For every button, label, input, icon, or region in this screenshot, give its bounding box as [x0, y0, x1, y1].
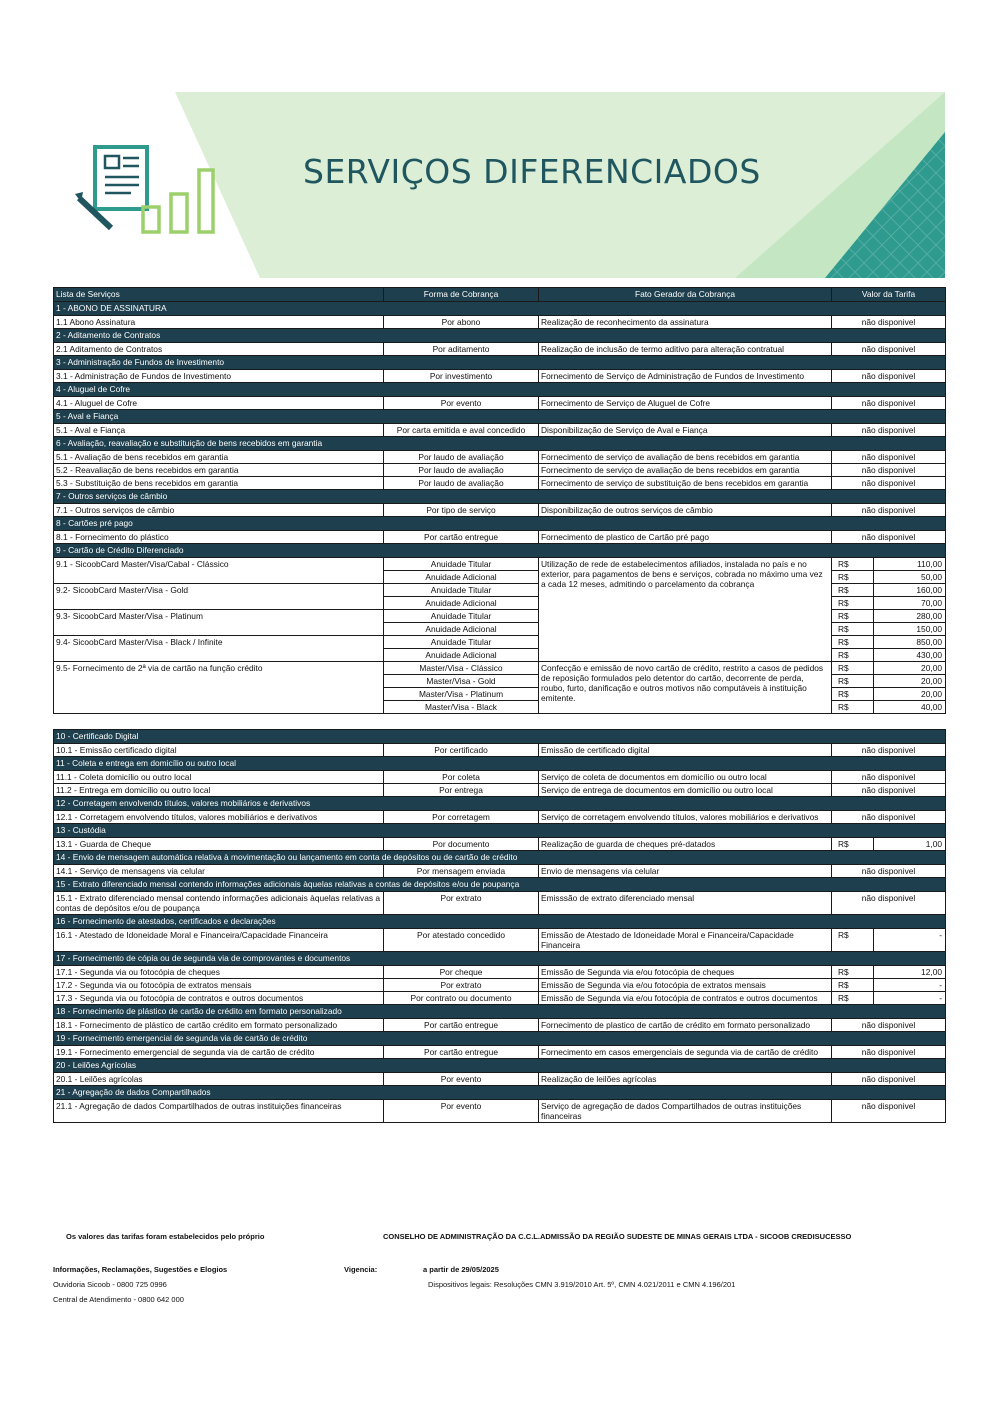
tariff-value: não disponivel — [832, 531, 946, 544]
currency: R$ — [832, 558, 874, 571]
charge-form: Por laudo de avaliação — [384, 477, 539, 490]
table-spacer — [54, 714, 946, 730]
service-name: 14.1 - Serviço de mensagens via celular — [54, 865, 384, 878]
service-name: 7.1 - Outros serviços de câmbio — [54, 504, 384, 517]
service-name: 17.1 - Segunda via ou fotocópia de cheques — [54, 966, 384, 979]
table-row — [54, 558, 946, 571]
charge-fact: Emissão de Atestado de Idoneidade Moral e Financeira/Capacidade Financeira — [539, 929, 832, 952]
charge-form: Por extrato — [384, 979, 539, 992]
section-row — [54, 730, 946, 744]
currency: R$ — [832, 649, 874, 662]
section-title: 1 - ABONO DE ASSINATURA — [54, 302, 946, 316]
charge-form: Por evento — [384, 1073, 539, 1086]
tariff-value: não disponivel — [832, 397, 946, 410]
table-row — [54, 784, 946, 797]
service-name: 9.4- SicoobCard Master/Visa - Black / Infinite — [54, 636, 384, 662]
tariff-value: 40,00 — [874, 701, 946, 714]
tariff-value: não disponivel — [832, 424, 946, 437]
charge-fact: Fornecimento de serviço de avaliação de bens recebidos em garantia — [539, 451, 832, 464]
charge-form: Por atestado concedido — [384, 929, 539, 952]
service-name: 12.1 - Corretagem envolvendo títulos, valores mobiliários e derivativos — [54, 811, 384, 824]
service-name: 5.1 - Aval e Fiança — [54, 424, 384, 437]
charge-fact: Realização de reconhecimento da assinatura — [539, 316, 832, 329]
charge-fact: Emissão de Segunda via e/ou fotocópia de cheques — [539, 966, 832, 979]
tariff-value: não disponivel — [832, 464, 946, 477]
service-name: 11.2 - Entrega em domicílio ou outro local — [54, 784, 384, 797]
charge-form: Anuidade Adicional — [384, 597, 539, 610]
section-row — [54, 490, 946, 504]
charge-form: Por cartão entregue — [384, 531, 539, 544]
section-title: 15 - Extrato diferenciado mensal contendo informações adicionais àquelas relativas a contas de depósitos e/ou de poupança — [54, 878, 946, 892]
table-row — [54, 744, 946, 757]
tariff-value: 110,00 — [874, 558, 946, 571]
table-row — [54, 1046, 946, 1059]
section-row — [54, 851, 946, 865]
service-name: 8.1 - Fornecimento do plástico — [54, 531, 384, 544]
currency: R$ — [832, 571, 874, 584]
charge-form: Por investimento — [384, 370, 539, 383]
charge-fact: Utilização de rede de estabelecimentos afiliados, instalada no país e no exterior, para pagamentos de bens e serviços, cobrada no máximo uma vez a cada 12 meses, admitindo o parcelamento da cobrança — [539, 558, 832, 662]
tariff-value: 280,00 — [874, 610, 946, 623]
section-title: 19 - Fornecimento emergencial de segunda via de cartão de crédito — [54, 1032, 946, 1046]
currency: R$ — [832, 662, 874, 675]
currency: R$ — [832, 929, 874, 952]
currency: R$ — [832, 610, 874, 623]
charge-form: Anuidade Titular — [384, 558, 539, 571]
charge-form: Por mensagem enviada — [384, 865, 539, 878]
currency: R$ — [832, 688, 874, 701]
column-header: Lista de Serviços — [54, 288, 384, 302]
section-row — [54, 356, 946, 370]
tariff-value: 12,00 — [874, 966, 946, 979]
charge-form: Por cheque — [384, 966, 539, 979]
footer-central: Central de Atendimento - 0800 642 000 — [53, 1295, 184, 1304]
tariff-value: não disponivel — [832, 504, 946, 517]
tariff-value: - — [874, 929, 946, 952]
tariff-value: 430,00 — [874, 649, 946, 662]
charge-fact: Fornecimento de serviço de avaliação de bens recebidos em garantia — [539, 464, 832, 477]
charge-form: Por aditamento — [384, 343, 539, 356]
charge-form: Anuidade Titular — [384, 636, 539, 649]
section-title: 12 - Corretagem envolvendo títulos, valores mobiliários e derivativos — [54, 797, 946, 811]
section-title: 20 - Leilões Agrícolas — [54, 1059, 946, 1073]
section-row — [54, 302, 946, 316]
service-name: 20.1 - Leilões agrícolas — [54, 1073, 384, 1086]
charge-fact: Serviço de coleta de documentos em domicílio ou outro local — [539, 771, 832, 784]
tariff-value: não disponivel — [832, 1073, 946, 1086]
table-row — [54, 838, 946, 851]
currency: R$ — [832, 992, 874, 1005]
footer-vigencia-value: a partir de 29/05/2025 — [423, 1265, 499, 1274]
section-row — [54, 1005, 946, 1019]
service-name: 9.2- SicoobCard Master/Visa - Gold — [54, 584, 384, 610]
currency: R$ — [832, 838, 874, 851]
footer-info-title: Informações, Reclamações, Sugestões e Elogios — [53, 1265, 228, 1274]
service-name: 16.1 - Atestado de Idoneidade Moral e Financeira/Capacidade Financeira — [54, 929, 384, 952]
section-title: 2 - Aditamento de Contratos — [54, 329, 946, 343]
section-row — [54, 437, 946, 451]
service-name: 9.3- SicoobCard Master/Visa - Platinum — [54, 610, 384, 636]
column-header: Forma de Cobrança — [384, 288, 539, 302]
section-title: 3 - Administração de Fundos de Investimento — [54, 356, 946, 370]
section-title: 18 - Fornecimento de plástico de cartão de crédito em formato personalizado — [54, 1005, 946, 1019]
section-row — [54, 1032, 946, 1046]
table-row — [54, 316, 946, 329]
table-row — [54, 531, 946, 544]
tariff-value: não disponivel — [832, 865, 946, 878]
section-title: 6 - Avaliação, reavaliação e substituição de bens recebidos em garantia — [54, 437, 946, 451]
charge-fact: Realização de inclusão de termo aditivo para alteração contratual — [539, 343, 832, 356]
tariff-value: 160,00 — [874, 584, 946, 597]
section-row — [54, 410, 946, 424]
tariff-value: 50,00 — [874, 571, 946, 584]
currency: R$ — [832, 966, 874, 979]
service-name: 4.1 - Aluguel de Cofre — [54, 397, 384, 410]
service-name: 15.1 - Extrato diferenciado mensal contendo informações adicionais àquelas relativas a contas de depósitos e/ou de poupança — [54, 892, 384, 915]
tariff-value: - — [874, 992, 946, 1005]
charge-form: Master/Visa - Platinum — [384, 688, 539, 701]
service-name: 21.1 - Agregação de dados Compartilhados de outras instituições financeiras — [54, 1100, 384, 1123]
column-header: Fato Gerador da Cobrança — [539, 288, 832, 302]
table-row — [54, 979, 946, 992]
footer-ouvidoria: Ouvidoria Sicoob - 0800 725 0996 — [53, 1280, 167, 1289]
document-chart-icon — [65, 142, 215, 237]
tariff-value: não disponivel — [832, 343, 946, 356]
service-name: 11.1 - Coleta domicílio ou outro local — [54, 771, 384, 784]
charge-fact: Envio de mensagens via celular — [539, 865, 832, 878]
tariff-value: não disponivel — [832, 370, 946, 383]
footer-note-left: Os valores das tarifas foram estabelecidos pelo próprio — [66, 1232, 265, 1241]
charge-form: Por abono — [384, 316, 539, 329]
service-name: 19.1 - Fornecimento emergencial de segunda via de cartão de crédito — [54, 1046, 384, 1059]
section-row — [54, 797, 946, 811]
charge-form: Por corretagem — [384, 811, 539, 824]
charge-fact: Emissão de Segunda via e/ou fotocópia de extratos mensais — [539, 979, 832, 992]
tariff-value: - — [874, 979, 946, 992]
tariff-value: 20,00 — [874, 675, 946, 688]
charge-fact: Serviço de entrega de documentos em domicílio ou outro local — [539, 784, 832, 797]
charge-fact: Disponibilização de outros serviços de câmbio — [539, 504, 832, 517]
header-banner — [45, 92, 945, 278]
charge-form: Por laudo de avaliação — [384, 451, 539, 464]
table-row — [54, 464, 946, 477]
section-row — [54, 952, 946, 966]
section-row — [54, 915, 946, 929]
tariff-value: não disponivel — [832, 784, 946, 797]
table-header-row — [54, 288, 946, 302]
table-row — [54, 662, 946, 675]
section-title: 8 - Cartões pré pago — [54, 517, 946, 531]
table-row — [54, 929, 946, 952]
tariff-value: não disponivel — [832, 811, 946, 824]
table-row — [54, 1100, 946, 1123]
charge-fact: Fornecimento de serviço de substituição de bens recebidos em garantia — [539, 477, 832, 490]
section-row — [54, 544, 946, 558]
service-name: 9.5- Fornecimento de 2ª via de cartão na função crédito — [54, 662, 384, 714]
section-row — [54, 383, 946, 397]
currency: R$ — [832, 623, 874, 636]
charge-form: Por extrato — [384, 892, 539, 915]
table-row — [54, 811, 946, 824]
charge-fact: Serviço de corretagem envolvendo títulos, valores mobiliários e derivativos — [539, 811, 832, 824]
currency: R$ — [832, 979, 874, 992]
charge-fact: Disponibilização de Serviço de Aval e Fiança — [539, 424, 832, 437]
services-table — [53, 287, 946, 1123]
charge-form: Por entrega — [384, 784, 539, 797]
charge-form: Por laudo de avaliação — [384, 464, 539, 477]
service-name: 13.1 - Guarda de Cheque — [54, 838, 384, 851]
charge-fact: Emissão de certificado digital — [539, 744, 832, 757]
tariff-value: não disponivel — [832, 744, 946, 757]
section-row — [54, 329, 946, 343]
charge-form: Por evento — [384, 397, 539, 410]
charge-fact: Realização de leilões agrícolas — [539, 1073, 832, 1086]
service-name: 9.1 - SicoobCard Master/Visa/Cabal - Clássico — [54, 558, 384, 584]
table-row — [54, 424, 946, 437]
tariff-value: não disponivel — [832, 1019, 946, 1032]
charge-fact: Fornecimento de plastico de cartão de crédito em formato personalizado — [539, 1019, 832, 1032]
section-row — [54, 1059, 946, 1073]
charge-fact: Serviço de agregação de dados Compartilhados de outras instituições financeiras — [539, 1100, 832, 1123]
tariff-value: 20,00 — [874, 662, 946, 675]
footer-note-right: CONSELHO DE ADMINISTRAÇÃO DA C.C.L.ADMISSÃO DA REGIÃO SUDESTE DE MINAS GERAIS LTDA - SICOOB CREDISUCESSO — [383, 1232, 852, 1241]
service-name: 17.2 - Segunda via ou fotocópia de extratos mensais — [54, 979, 384, 992]
service-name: 2.1 Aditamento de Contratos — [54, 343, 384, 356]
charge-fact: Fornecimento de Serviço de Administração de Fundos de Investimento — [539, 370, 832, 383]
tariff-value: não disponivel — [832, 771, 946, 784]
section-title: 7 - Outros serviços de câmbio — [54, 490, 946, 504]
section-title: 21 - Agregação de dados Compartilhados — [54, 1086, 946, 1100]
table-row — [54, 892, 946, 915]
section-row — [54, 517, 946, 531]
service-name: 5.2 - Reavaliação de bens recebidos em garantia — [54, 464, 384, 477]
currency: R$ — [832, 701, 874, 714]
footer-legal: Dispositivos legais: Resoluções CMN 3.919/2010 Art. 5º, CMN 4.021/2011 e CMN 4.196/201 — [428, 1280, 736, 1289]
tariff-value: 70,00 — [874, 597, 946, 610]
charge-form: Master/Visa - Clássico — [384, 662, 539, 675]
charge-form: Anuidade Adicional — [384, 623, 539, 636]
charge-fact: Confecção e emissão de novo cartão de crédito, restrito a casos de pedidos de reposição formulados pelo detentor do cartão, decorrente de perda, roubo, furto, danificação e outros motivos não computáveis à instituição emitente. — [539, 662, 832, 714]
section-row — [54, 878, 946, 892]
table-row — [54, 1019, 946, 1032]
table-row — [54, 397, 946, 410]
currency: R$ — [832, 675, 874, 688]
charge-form: Master/Visa - Gold — [384, 675, 539, 688]
charge-form: Por tipo de serviço — [384, 504, 539, 517]
charge-form: Master/Visa - Black — [384, 701, 539, 714]
charge-fact: Fornecimento em casos emergenciais de segunda via de cartão de crédito — [539, 1046, 832, 1059]
table-row — [54, 865, 946, 878]
charge-form: Por evento — [384, 1100, 539, 1123]
charge-form: Por coleta — [384, 771, 539, 784]
table-row — [54, 451, 946, 464]
section-row — [54, 757, 946, 771]
charge-form: Por cartão entregue — [384, 1019, 539, 1032]
section-title: 4 - Aluguel de Cofre — [54, 383, 946, 397]
service-name: 18.1 - Fornecimento de plástico de cartão crédito em formato personalizado — [54, 1019, 384, 1032]
table-row — [54, 504, 946, 517]
currency: R$ — [832, 597, 874, 610]
charge-form: Por carta emitida e aval concedido — [384, 424, 539, 437]
charge-fact: Fornecimento de Serviço de Aluguel de Cofre — [539, 397, 832, 410]
charge-form: Anuidade Titular — [384, 610, 539, 623]
section-title: 17 - Fornecimento de cópia ou de segunda via de comprovantes e documentos — [54, 952, 946, 966]
section-title: 13 - Custódia — [54, 824, 946, 838]
charge-fact: Realização de guarda de cheques pré-datados — [539, 838, 832, 851]
tariff-value: 850,00 — [874, 636, 946, 649]
column-header: Valor da Tarifa — [832, 288, 946, 302]
service-name: 3.1 - Administração de Fundos de Investimento — [54, 370, 384, 383]
service-name: 17.3 - Segunda via ou fotocópia de contratos e outros documentos — [54, 992, 384, 1005]
section-row — [54, 824, 946, 838]
service-name: 5.1 - Avaliação de bens recebidos em garantia — [54, 451, 384, 464]
service-name: 10.1 - Emissão certificado digital — [54, 744, 384, 757]
section-row — [54, 1086, 946, 1100]
table-row — [54, 1073, 946, 1086]
section-title: 16 - Fornecimento de atestados, certificados e declarações — [54, 915, 946, 929]
tariff-value: não disponivel — [832, 1100, 946, 1123]
tariff-value: não disponivel — [832, 451, 946, 464]
charge-fact: Emisssão de extrato diferenciado mensal — [539, 892, 832, 915]
table-row — [54, 966, 946, 979]
service-name: 1.1 Abono Assinatura — [54, 316, 384, 329]
charge-form: Anuidade Adicional — [384, 571, 539, 584]
section-title: 9 - Cartão de Crédito Diferenciado — [54, 544, 946, 558]
tariff-table — [53, 287, 945, 1123]
section-title: 5 - Aval e Fiança — [54, 410, 946, 424]
currency: R$ — [832, 636, 874, 649]
section-title: 10 - Certificado Digital — [54, 730, 946, 744]
table-row — [54, 771, 946, 784]
table-row — [54, 370, 946, 383]
table-row — [54, 992, 946, 1005]
tariff-value: não disponivel — [832, 892, 946, 915]
charge-fact: Emissão de Segunda via e/ou fotocópia de contratos e outros documentos — [539, 992, 832, 1005]
table-row — [54, 343, 946, 356]
charge-form: Anuidade Titular — [384, 584, 539, 597]
section-title: 14 - Envio de mensagem automática relativa à movimentação ou lançamento em conta de depósitos ou de cartão de crédito — [54, 851, 946, 865]
charge-form: Por cartão entregue — [384, 1046, 539, 1059]
tariff-value: não disponivel — [832, 477, 946, 490]
tariff-value: 1,00 — [874, 838, 946, 851]
charge-form: Por contrato ou documento — [384, 992, 539, 1005]
page-title: SERVIÇOS DIFERENCIADOS — [303, 152, 761, 191]
tariff-value: 150,00 — [874, 623, 946, 636]
charge-form: Por documento — [384, 838, 539, 851]
service-name: 5.3 - Substituição de bens recebidos em garantia — [54, 477, 384, 490]
charge-form: Por certificado — [384, 744, 539, 757]
tariff-value: não disponivel — [832, 316, 946, 329]
tariff-value: 20,00 — [874, 688, 946, 701]
currency: R$ — [832, 584, 874, 597]
charge-fact: Fornecimento de plastico de Cartão pré pago — [539, 531, 832, 544]
table-row — [54, 477, 946, 490]
footer-vigencia-label: Vigencia: — [344, 1265, 378, 1274]
section-title: 11 - Coleta e entrega em domicílio ou outro local — [54, 757, 946, 771]
charge-form: Anuidade Adicional — [384, 649, 539, 662]
tariff-value: não disponivel — [832, 1046, 946, 1059]
